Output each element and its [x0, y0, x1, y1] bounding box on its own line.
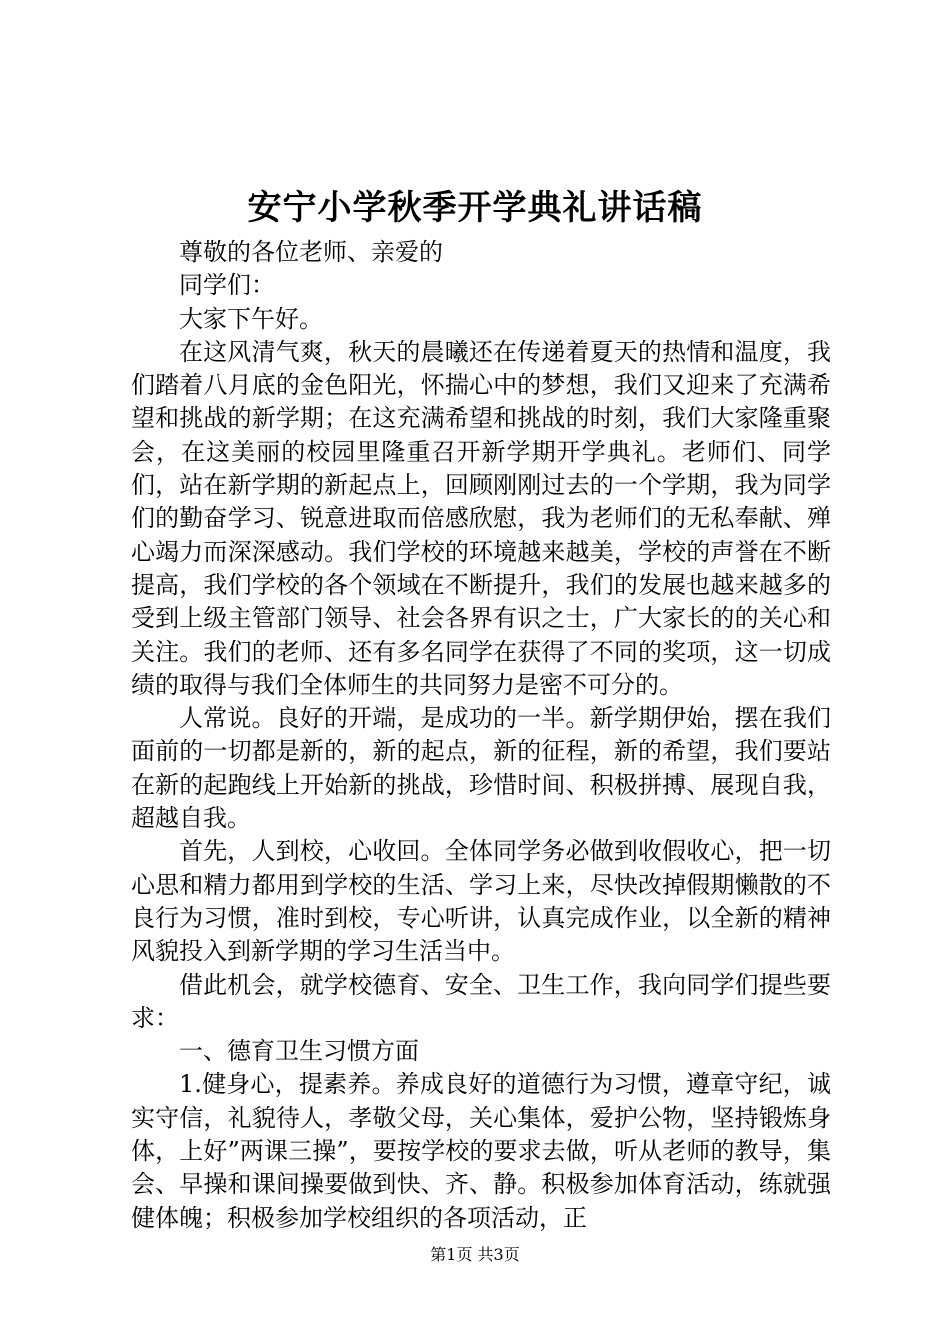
paragraph-item-1: 1.健身心，提素养。养成良好的道德行为习惯，遵章守纪，诚实守信，礼貌待人，孝敬父母，关心集体，爱护公物，坚持锻炼身体，上好”两课三操”，要按学校的要求去做，听从老师的教导，集会、早操和课间操要做到快、齐、静。积极参加体育活动，练就强健体魄；积极参加学校组织的各项活动，正 [131, 1070, 831, 1232]
paragraph-salutation-2: 同学们： [179, 271, 275, 300]
paragraph-opening: 在这风清气爽，秋天的晨曦还在传递着夏天的热情和温度，我们踏着八月底的金色阳光，怀揣心中的梦想，我们又迎来了充满希望和挑战的新学期；在这充满希望和挑战的时刻，我们大家隆重聚会，在这美丽的校园里隆重召开新学期开学典礼。老师们、同学们，站在新学期的新起点上，回顾刚刚过去的一个学期，我为同学们的勤奋学习、锐意进取而倍感欣慰，我为老师们的无私奉献、殚心竭力而深深感动。我们学校的环境越来越美，学校的声誉在不断提高，我们学校的各个领域在不断提升，我们的发展也越来越多的受到上级主管部门领导、社会各界有识之士，广大家长的的关心和关注。我们的老师、还有多名同学在获得了不同的奖项，这一切成绩的取得与我们全体师生的共同努力是密不可分的。 [131, 337, 831, 699]
paragraph-good-start: 人常说。良好的开端，是成功的一半。新学期伊始，摆在我们面前的一切都是新的，新的起点，新的征程，新的希望，我们要站在新的起跑线上开始新的挑战，珍惜时间、积极拼搏、展现自我，超越自我。 [131, 704, 831, 833]
document-body [131, 236, 831, 1235]
paragraph-requirements: 借此机会，就学校德育、安全、卫生工作，我向同学们提些要求： [131, 970, 831, 1032]
document-title: 安宁小学秋季开学典礼讲话稿 [247, 188, 703, 228]
page-footer: 第1页 共3页 [430, 1245, 520, 1264]
paragraph-first-point: 首先，人到校，心收回。全体同学务必做到收假收心，把一切心思和精力都用到学校的生活、学习上来，尽快改掉假期懒散的不良行为习惯，准时到校，专心听讲，认真完成作业，以全新的精神风貌投入到新学期的学习生活当中。 [131, 837, 831, 966]
paragraph-greeting: 大家下午好。 [179, 304, 323, 333]
paragraph-section-heading: 一、德育卫生习惯方面 [179, 1037, 419, 1066]
paragraph-salutation-1: 尊敬的各位老师、亲爱的 [179, 238, 443, 266]
